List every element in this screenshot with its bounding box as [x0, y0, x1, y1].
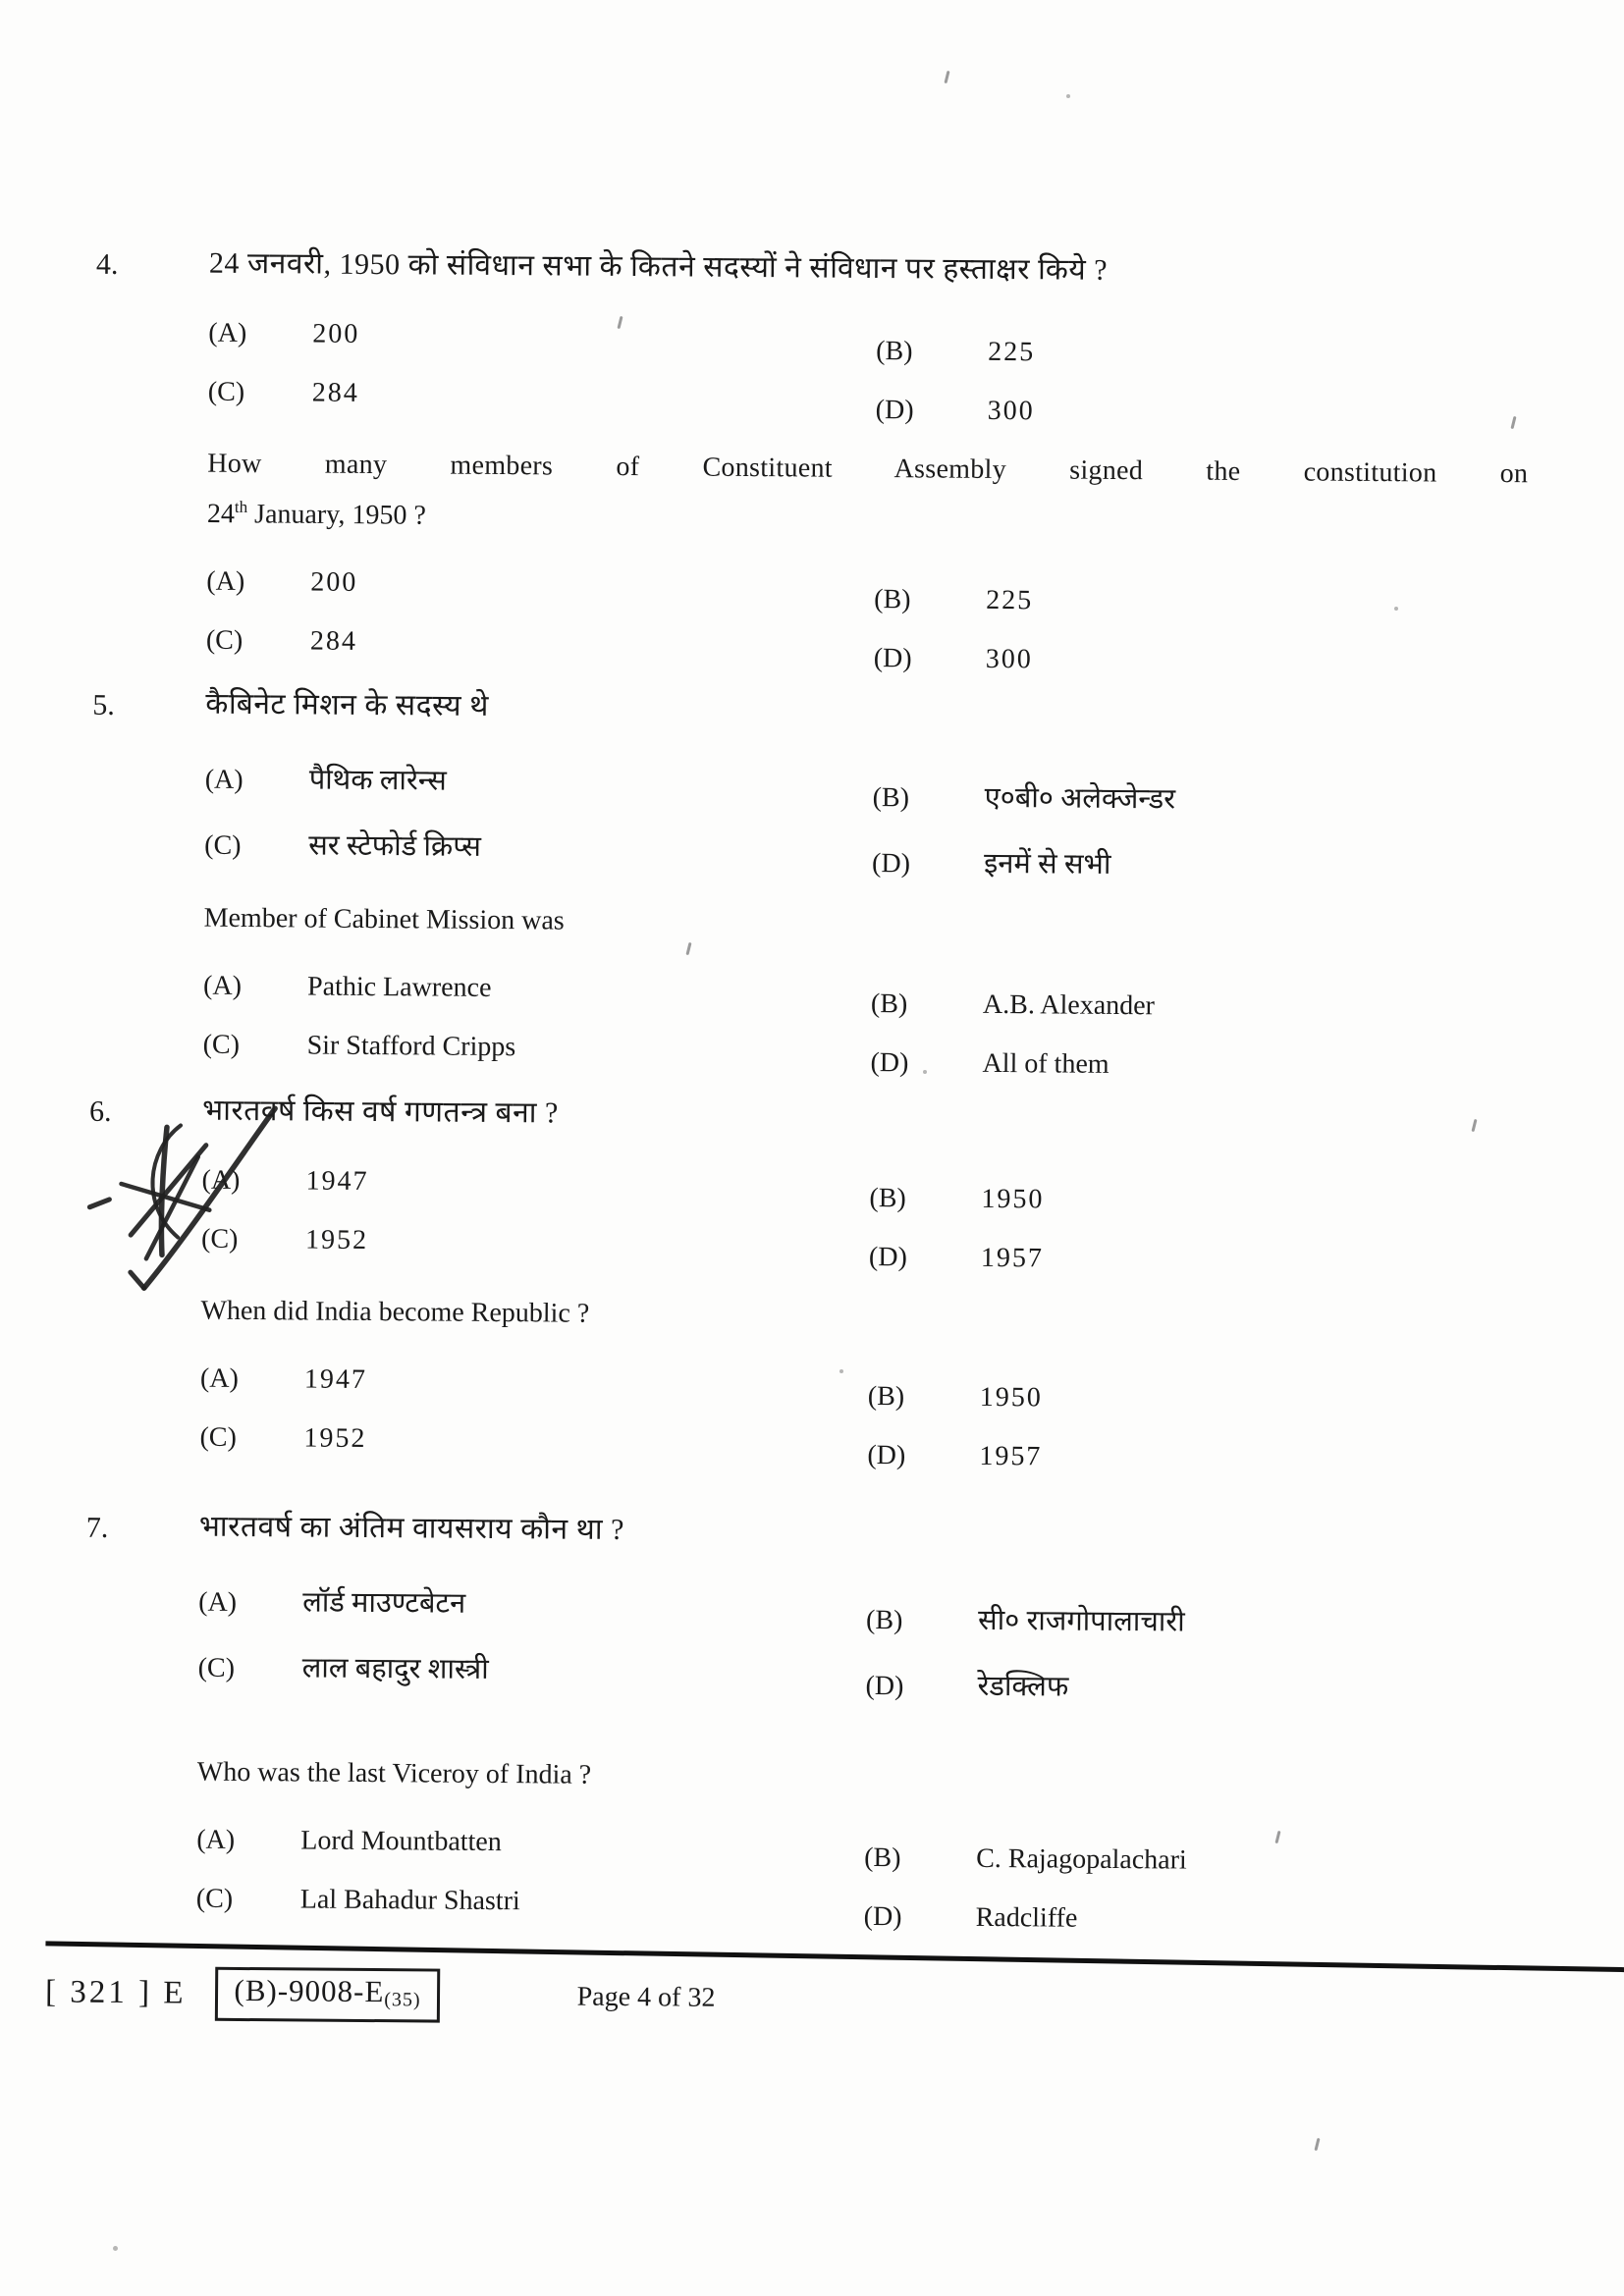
q4-english-options-row-2 [205, 624, 1566, 675]
q7-english-options-row-2 [195, 1883, 1556, 1935]
q7-question-text-hindi: भारतवर्ष का अंतिम वायसराय कौन था ? [198, 1510, 624, 1547]
q7-hi-A-label: (A) [198, 1586, 238, 1619]
question-7 [0, 1505, 1559, 1935]
q4-en-A-label: (A) [206, 565, 245, 598]
q7-en-B-text: C. Rajagopalachari [976, 1843, 1187, 1876]
q7-hindi-option-D [865, 1665, 1068, 1705]
paper-code-subscript: (35) [384, 1989, 421, 2011]
q5-hi-B-text: ए०बी० अलेक्जेन्डर [984, 782, 1176, 816]
q7-en-D-text: Radcliffe [975, 1902, 1078, 1935]
q4-number: 4. [95, 247, 119, 281]
q7-hindi-option-B [866, 1599, 1185, 1640]
q5-hi-D-label: (D) [871, 848, 911, 880]
q6-hindi-option-D [869, 1242, 1044, 1274]
q4-hi-A-label: (A) [208, 317, 247, 348]
q6-hi-D-text: 1957 [980, 1243, 1045, 1274]
q7-question-text-english: Who was the last Viceroy of India ? [196, 1756, 592, 1791]
q4-hi-B-label: (B) [876, 336, 913, 367]
q5-en-B-text: A.B. Alexander [982, 989, 1156, 1022]
q7-hi-C-text: लाल बहादुर शास्त्री [301, 1652, 489, 1686]
q7-english-option-C [196, 1884, 864, 1920]
question-4 [0, 241, 1569, 675]
q7-en-B-label: (B) [864, 1842, 901, 1874]
booklet-code: [ 321 ] E [44, 1974, 187, 2011]
q6-hi-A-text: 1947 [305, 1165, 369, 1198]
q7-hi-C-label: (C) [197, 1652, 236, 1684]
q6-hindi-option-B [869, 1183, 1044, 1215]
q5-question-text-english: Member of Cabinet Mission was [203, 902, 565, 936]
q6-en-A-label: (A) [199, 1362, 239, 1395]
q5-english-option-A [203, 971, 871, 1007]
q6-en-B-label: (B) [867, 1381, 905, 1413]
q5-en-C-text: Sir Stafford Cripps [306, 1030, 516, 1063]
q6-hi-C-text: 1952 [304, 1224, 369, 1256]
q7-hi-B-text: सी० राजगोपालाचारी [977, 1605, 1185, 1638]
q7-en-D-label: (D) [863, 1901, 902, 1933]
q7-hi-A-text: लॉर्ड माउण्टबेटन [302, 1586, 466, 1621]
q6-english-option-B [868, 1381, 1043, 1414]
q4-question-text-english [207, 444, 1568, 546]
q7-english-option-B [864, 1842, 1187, 1877]
q6-hi-B-text: 1950 [981, 1184, 1045, 1215]
q6-en-C-label: (C) [199, 1421, 237, 1454]
q4-en-B-label: (B) [874, 584, 911, 615]
q6-en-B-text: 1950 [979, 1382, 1043, 1414]
q4-hi-C-label: (C) [207, 376, 245, 407]
q5-hi-A-text: पैथिक लारेन्स [308, 764, 447, 797]
q4-english-line-2 [207, 487, 1567, 546]
q4-hi-B-text: 225 [988, 336, 1036, 368]
q4-hindi-options-row-2 [207, 376, 1568, 427]
q6-en-C-text: 1952 [303, 1422, 367, 1455]
q4-en-A-text: 200 [310, 566, 358, 599]
q6-header [88, 1091, 1449, 1142]
q7-hindi-option-C [198, 1647, 866, 1690]
q7-hi-D-label: (D) [865, 1671, 904, 1702]
q4-en-B-text: 225 [986, 585, 1034, 616]
q7-en-A-label: (A) [196, 1824, 236, 1856]
q6-hindi-options-row-2 [200, 1223, 1561, 1274]
q6-hi-A-label [201, 1165, 305, 1198]
q5-header [92, 684, 1452, 735]
q4-hindi-option-B [876, 336, 1035, 368]
q5-en-A-text: Pathic Lawrence [306, 971, 492, 1004]
q4-en-C-text: 284 [309, 625, 357, 658]
q5-question-text-hindi: कैबिनेट मिशन के सदस्य थे [205, 687, 489, 723]
q5-english-option-B [871, 988, 1155, 1022]
q5-hindi-option-D [872, 842, 1111, 882]
q4-header [95, 243, 1456, 294]
q7-en-C-label: (C) [195, 1883, 234, 1915]
page-indicator: Page 4 of 32 [576, 1981, 716, 2013]
q4-question-text-hindi: 24 जनवरी, 1950 को संविधान सभा के कितने सदस्यों ने संविधान पर हस्ताक्षर किये ? [208, 246, 1109, 287]
page-footer [45, 1966, 1555, 2032]
q4-english-line-1: How many members of Constituent Assembly signed the constitution on [207, 448, 1529, 490]
q6-hindi-options-row-1 [201, 1164, 1561, 1215]
q6-hindi-option-A [201, 1165, 869, 1201]
q4-en-D-text: 300 [985, 644, 1033, 675]
scan-speck [1314, 2138, 1320, 2151]
scan-speck [839, 1369, 843, 1373]
q4-english-option-A [206, 566, 874, 603]
q4-hi-D-text: 300 [987, 395, 1035, 427]
q7-hi-D-text: रेडक्लिफ [977, 1671, 1069, 1703]
q4-hi-A-text: 200 [312, 318, 360, 349]
q7-en-C-text: Lal Bahadur Shastri [299, 1884, 520, 1917]
q5-hindi-option-B [873, 776, 1176, 817]
q4-en-date-ordinal: th [234, 497, 248, 516]
q5-hi-B-label: (B) [872, 782, 910, 814]
q6-hi-D-label: (D) [868, 1242, 907, 1273]
q5-hi-D-text: इनमें से सभी [983, 848, 1111, 881]
q6-question-text-english: When did India become Republic ? [200, 1295, 590, 1330]
paper-code-box [215, 1967, 440, 2023]
q5-hindi-options-row-1 [204, 759, 1565, 816]
q5-english-option-D [870, 1047, 1109, 1081]
q4-english-option-B [874, 584, 1033, 616]
paper-code: (B)-9008-E [234, 1973, 385, 2009]
q6-en-A-text: 1947 [303, 1363, 368, 1396]
q4-hi-C-text: 284 [311, 377, 359, 408]
q5-hi-A-label: (A) [204, 764, 244, 796]
q5-english-option-C [203, 1030, 871, 1066]
q5-en-B-label: (B) [870, 988, 908, 1020]
q4-hindi-options-row-1 [208, 317, 1568, 368]
q5-hi-C-label: (C) [204, 829, 242, 862]
scan-speck [923, 1070, 927, 1074]
q5-hindi-option-A [205, 759, 873, 802]
q5-hindi-options-row-2 [204, 825, 1564, 881]
q7-hindi-options-row-2 [197, 1647, 1558, 1703]
q7-en-A-text: Lord Mountbatten [300, 1825, 502, 1858]
q5-en-A-label: (A) [202, 970, 243, 1002]
q4-english-option-C [206, 625, 874, 662]
scan-speck [1066, 94, 1070, 98]
q5-en-D-label: (D) [870, 1047, 909, 1079]
q6-english-option-D [867, 1440, 1042, 1472]
q5-english-options-row-1 [202, 970, 1563, 1022]
q6-hindi-option-C [201, 1224, 869, 1260]
q7-hindi-option-A [198, 1581, 866, 1625]
q4-english-option-D [874, 643, 1033, 675]
q4-en-date-rest: January, 1950 ? [247, 499, 426, 531]
q4-hindi-option-D [876, 395, 1035, 427]
q6-en-D-label: (D) [867, 1440, 906, 1471]
q6-question-text-hindi: भारतवर्ष किस वर्ष गणतन्त्र बना ? [201, 1094, 559, 1130]
q7-hindi-options-row-1 [198, 1581, 1558, 1638]
scan-speck [113, 2246, 118, 2251]
q5-number: 5. [92, 689, 115, 722]
q7-english-option-A [196, 1825, 864, 1861]
q6-english-option-C [199, 1422, 867, 1459]
q4-hi-D-label: (D) [875, 395, 914, 426]
q5-hindi-option-C [204, 825, 872, 868]
q7-english-option-D [864, 1901, 1078, 1935]
q5-hi-C-text: सर स्टेफोर्ड क्रिप्स [308, 829, 482, 864]
q6-hi-C-label: (C) [200, 1223, 239, 1255]
q4-english-options-row-1 [206, 565, 1566, 616]
scan-speck [1394, 607, 1398, 611]
q5-en-D-text: All of them [982, 1048, 1110, 1081]
q6-english-options-row-2 [199, 1421, 1559, 1472]
q6-hi-B-label: (B) [869, 1183, 906, 1214]
q6-number: 6. [88, 1095, 112, 1129]
q7-header [85, 1507, 1446, 1558]
q5-english-options-row-2 [202, 1029, 1563, 1081]
question-6 [0, 1089, 1562, 1472]
q6-english-options-row-1 [199, 1362, 1560, 1414]
q6-english-option-A [200, 1363, 868, 1400]
q6-en-D-text: 1957 [979, 1441, 1043, 1472]
q4-en-D-label: (D) [873, 643, 912, 674]
q4-en-date-number: 24 [206, 499, 236, 530]
q7-number: 7. [85, 1512, 109, 1545]
q4-hindi-option-C [208, 377, 876, 413]
q7-english-options-row-1 [196, 1824, 1556, 1876]
q4-hindi-option-A [208, 318, 876, 354]
q7-hi-B-label: (B) [865, 1605, 903, 1636]
question-5 [0, 682, 1565, 1081]
q5-en-C-label: (C) [202, 1029, 241, 1061]
q4-en-C-label: (C) [205, 624, 244, 657]
q6-hi-A-label-text: (A) [201, 1164, 241, 1197]
